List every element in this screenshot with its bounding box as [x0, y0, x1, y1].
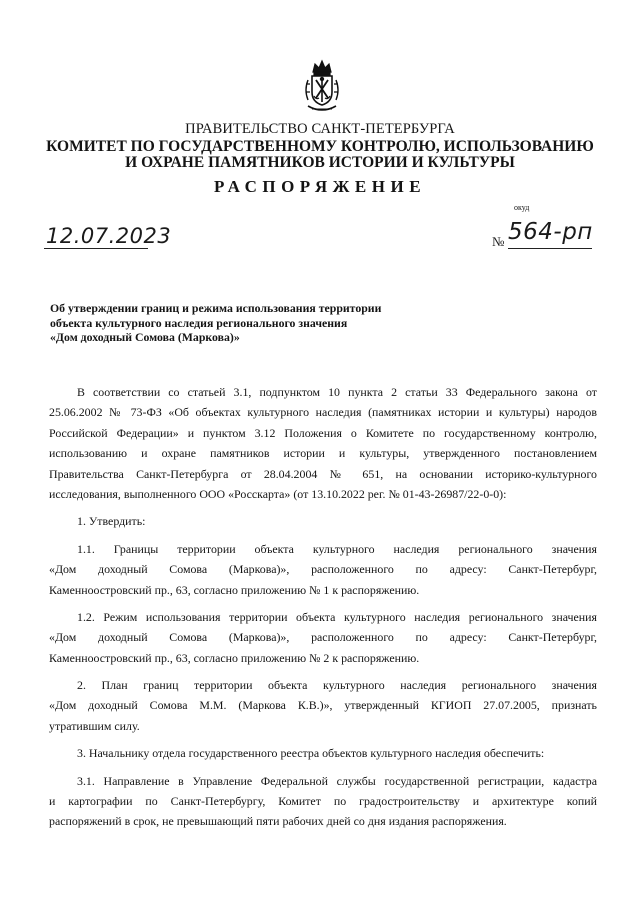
number-underline [508, 248, 592, 249]
body-line: «Дом доходный Сомова М.М. (Маркова К.В.)», утвержденный КГИОП 27.07.2005, признать [49, 698, 597, 713]
subject-line: Об утверждении границ и режима использования территории [50, 301, 382, 315]
date-underline [44, 248, 148, 249]
document-number: 564-рп [508, 219, 593, 245]
body-line: и картографии по Санкт-Петербургу, Комитет по градостроительству и архитектуре копий [49, 794, 597, 809]
committee-name-line: КОМИТЕТ ПО ГОСУДАРСТВЕННОМУ КОНТРОЛЮ, ИСПОЛЬЗОВАНИЮ [46, 138, 594, 155]
number-sign: № [492, 234, 505, 249]
body-line: 3.1. Направление в Управление Федеральной службы государственной регистрации, кадастра [77, 773, 597, 788]
body-line: 1.2. Режим использования территории объекта культурного наследия регионального значения [77, 609, 597, 624]
body-line: Каменноостровский пр., 63, согласно приложению № 2 к распоряжению. [49, 650, 420, 665]
body-line: Российской Федерации» и пунктом 3.12 Положения о Комитете по государственному контролю, [49, 425, 597, 440]
body-line: распоряжений в срок, не превышающий пяти рабочих дней со дня издания распоряжения. [49, 814, 507, 829]
body-line: Каменноостровский пр., 63, согласно приложению № 1 к распоряжению. [49, 582, 420, 597]
body-line: В соответствии со статьей 3.1, подпунктом 10 пункта 2 статьи 33 Федерального закона от [77, 385, 597, 399]
okud-label: окуд [514, 203, 530, 212]
document-body [49, 382, 597, 832]
body-line: исследования, выполненного ООО «Росскарта» (от 13.10.2022 рег. № 01-43-26987/22-0-0): [49, 486, 507, 501]
body-line: использованию и охране памятников истории и культуры, утвержденного постановлением [49, 446, 597, 461]
coat-of-arms-emblem [298, 58, 346, 116]
body-line: 2. План границ территории объекта культурного наследия регионального значения [77, 678, 597, 693]
document-subject [50, 301, 470, 345]
document-date: 12.07.2023 [46, 224, 172, 248]
subject-line: «Дом доходный Сомова (Маркова)» [50, 330, 240, 344]
document-type-title: РАСПОРЯЖЕНИЕ [213, 177, 427, 196]
subject-line: объекта культурного наследия регионального значения [50, 315, 348, 330]
committee-name [0, 139, 640, 171]
body-line: утратившим силу. [49, 718, 140, 733]
committee-name-line: И ОХРАНЕ ПАМЯТНИКОВ ИСТОРИИ И КУЛЬТУРЫ [125, 154, 515, 171]
body-line: Правительства Санкт-Петербурга от 28.04.2004 № 651, на основании историко-культурного [49, 466, 597, 481]
body-line: 3. Начальнику отдела государственного реестра объектов культурного наследия обеспечить: [77, 746, 545, 761]
body-line: 25.06.2002 № 73-ФЗ «Об объектах культурного наследия (памятниках истории и культуры) народов [49, 405, 597, 420]
government-name: ПРАВИТЕЛЬСТВО САНКТ-ПЕТЕРБУРГА [185, 121, 455, 137]
body-line: 1.1. Границы территории объекта культурного наследия регионального значения [77, 541, 597, 556]
body-line: 1. Утвердить: [77, 514, 146, 529]
body-line: «Дом доходный Сомова (Маркова)», расположенного по адресу: Санкт-Петербург, [49, 562, 597, 577]
body-line: «Дом доходный Сомова (Маркова)», расположенного по адресу: Санкт-Петербург, [49, 630, 597, 645]
